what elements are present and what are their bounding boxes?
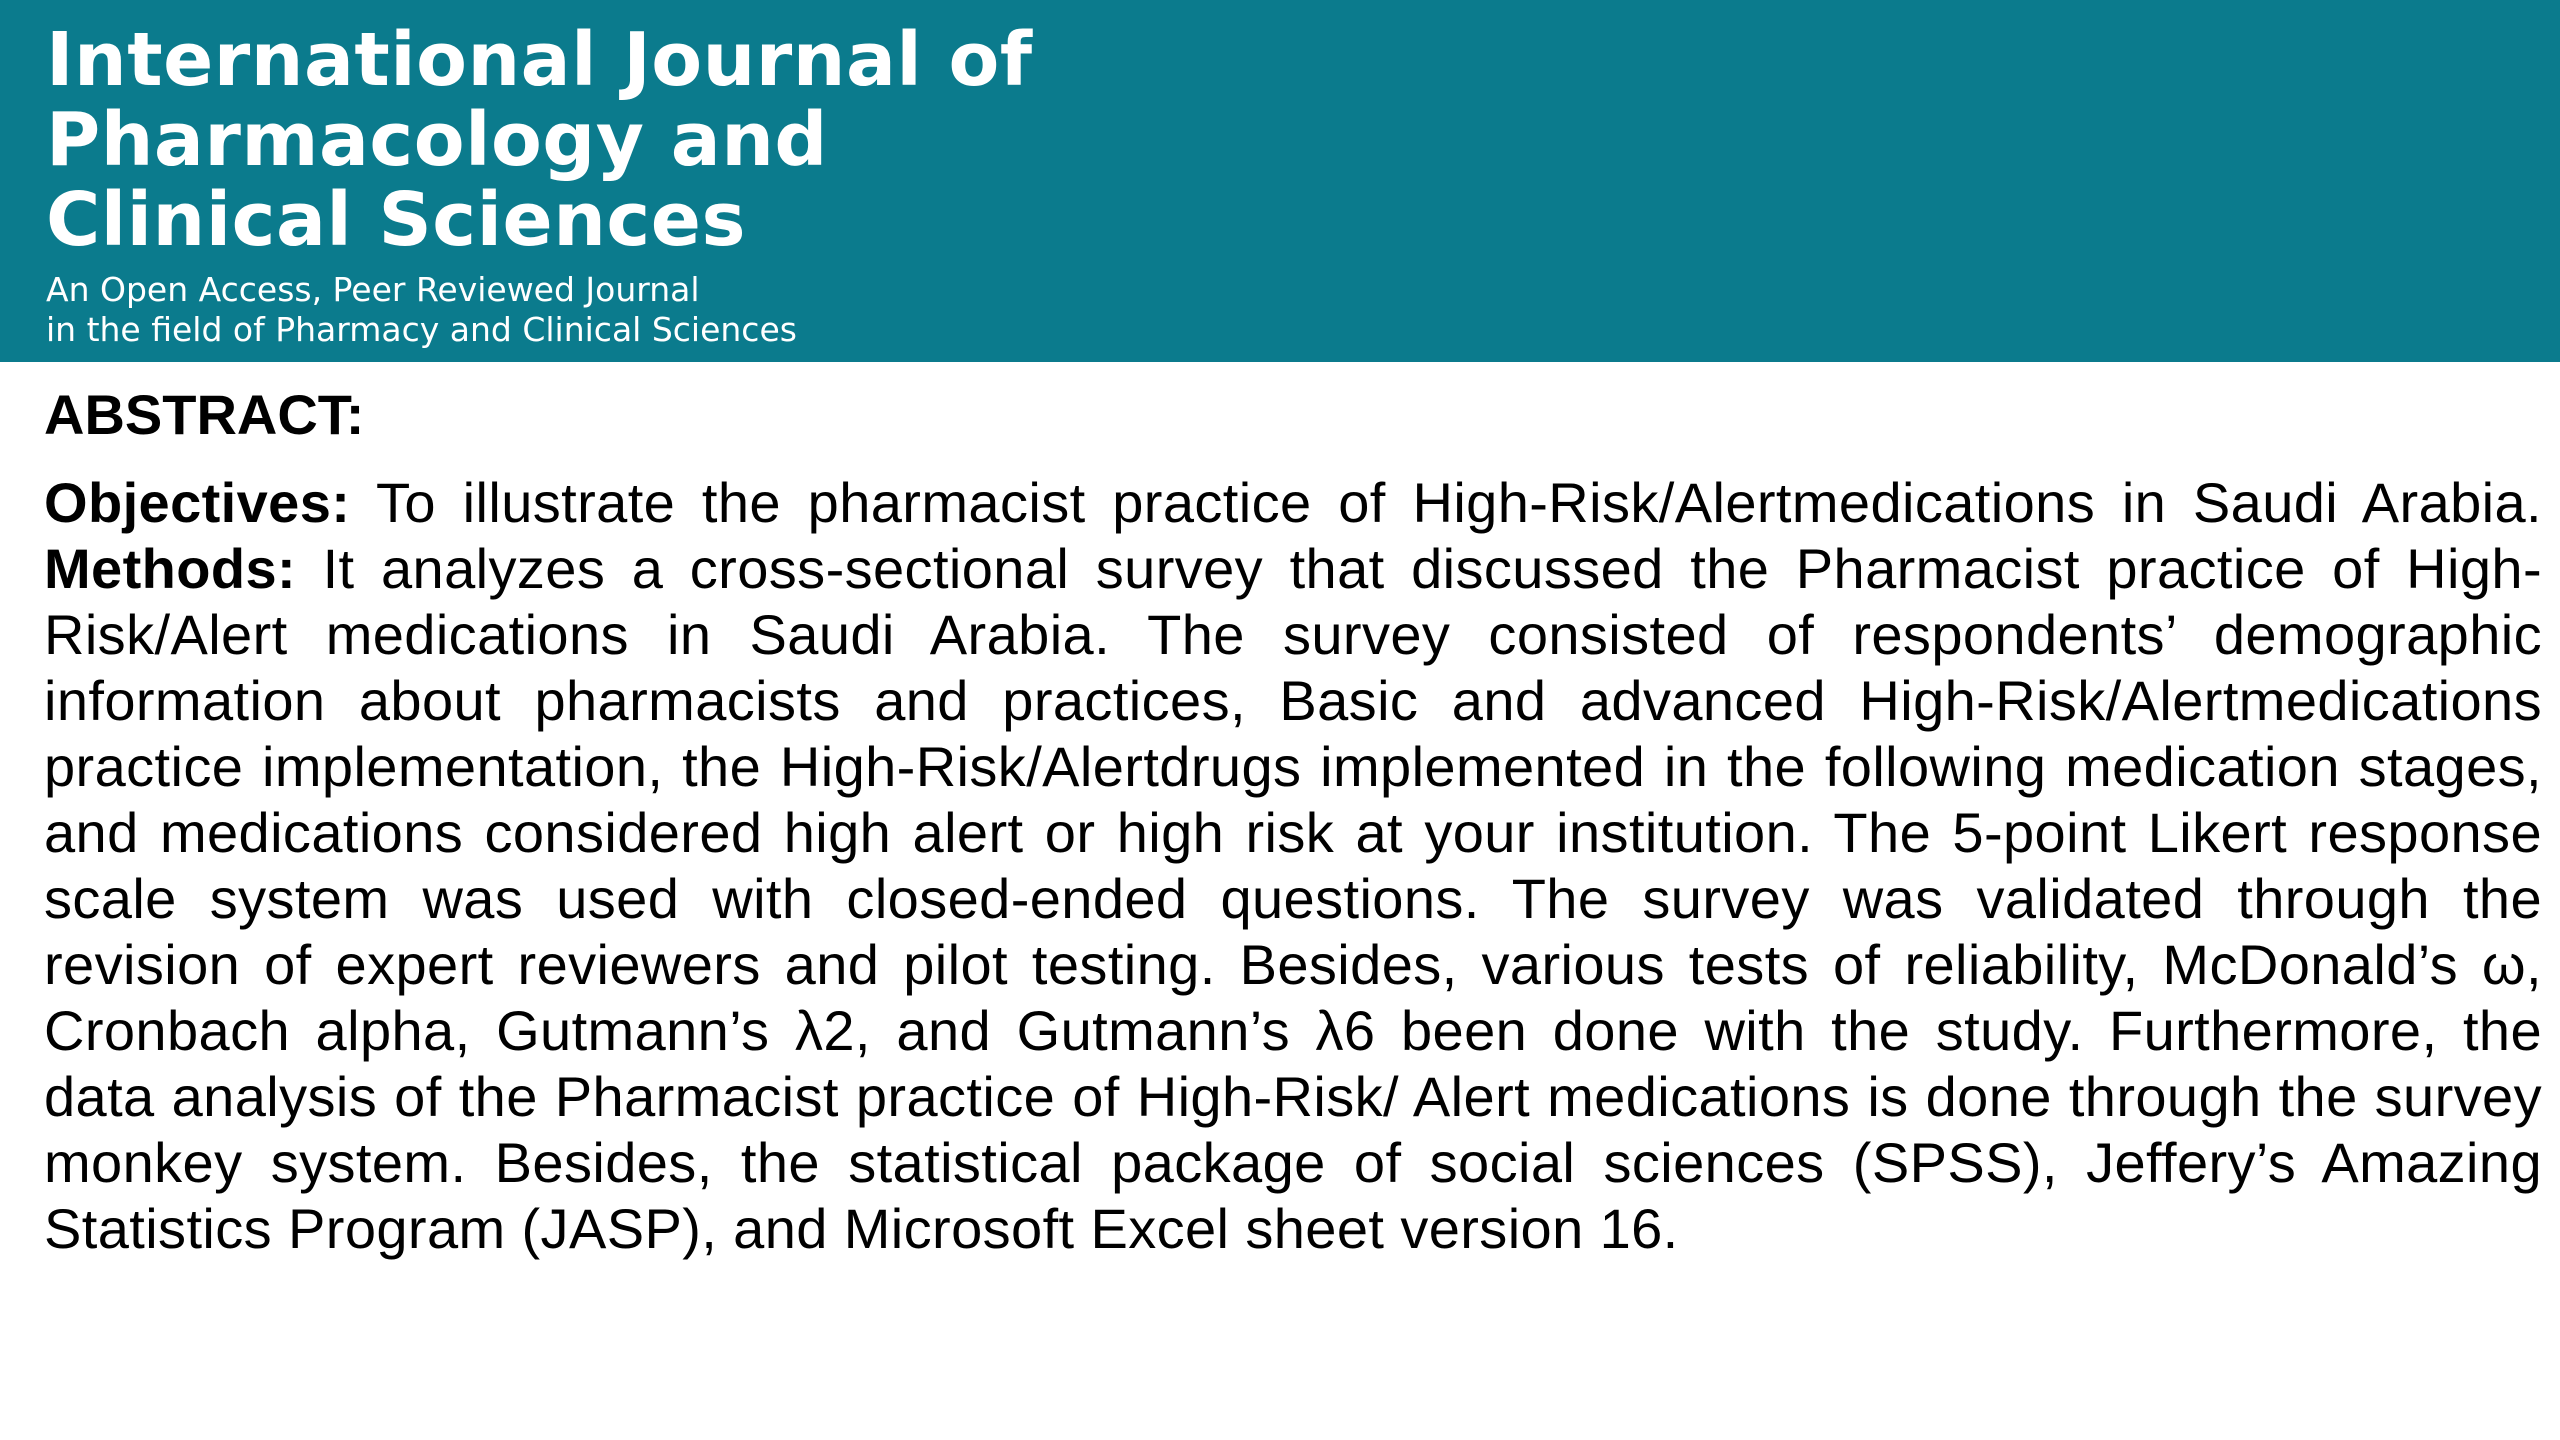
journal-title-line: Clinical Sciences	[46, 177, 747, 263]
abstract-heading: ABSTRACT:	[44, 383, 365, 446]
methods-label: Methods:	[44, 537, 297, 600]
abstract-body	[44, 470, 2542, 1262]
journal-title-line: International Journal of	[46, 17, 1033, 103]
journal-tagline	[46, 270, 2560, 350]
methods-text: It analyzes a cross-sectional survey that discussed the Pharmacist practice of High-Risk/Alert medications in Saudi Arabia. The survey consisted of respondents’ demographic information about pharmacists and practices, Basic and advanced High-Risk/Alertmedications practice implementation, the High-Risk/Alertdrugs implemented in the following medication stages, and medications considered high alert or high risk at your institution. The 5-point Likert response scale system was used with closed-ended questions. The survey was validated through the revision of expert reviewers and pilot testing. Besides, various tests of reliability, McDonald’s ω, Cronbach alpha, Gutmann’s λ2, and Gutmann’s λ6 been done with the study. Furthermore, the data analysis of the Pharmacist practice of High-Risk/ Alert medications is done through the survey monkey system. Besides, the statistical package of social sciences (SPSS), Jeffery’s Amazing Statistics Program (JASP), and Microsoft Excel sheet version 16.	[44, 537, 2542, 1260]
abstract-section	[44, 380, 2542, 1262]
journal-tagline-line: An Open Access, Peer Reviewed Journal	[46, 270, 700, 309]
journal-tagline-line: in the field of Pharmacy and Clinical Sciences	[46, 310, 797, 349]
journal-banner	[0, 0, 2560, 362]
objectives-text: To illustrate the pharmacist practice of High-Risk/Alertmedications in Saudi Arabia.	[350, 471, 2542, 534]
journal-title	[46, 17, 2560, 263]
objectives-label: Objectives:	[44, 471, 351, 534]
journal-title-line: Pharmacology and	[46, 97, 828, 183]
